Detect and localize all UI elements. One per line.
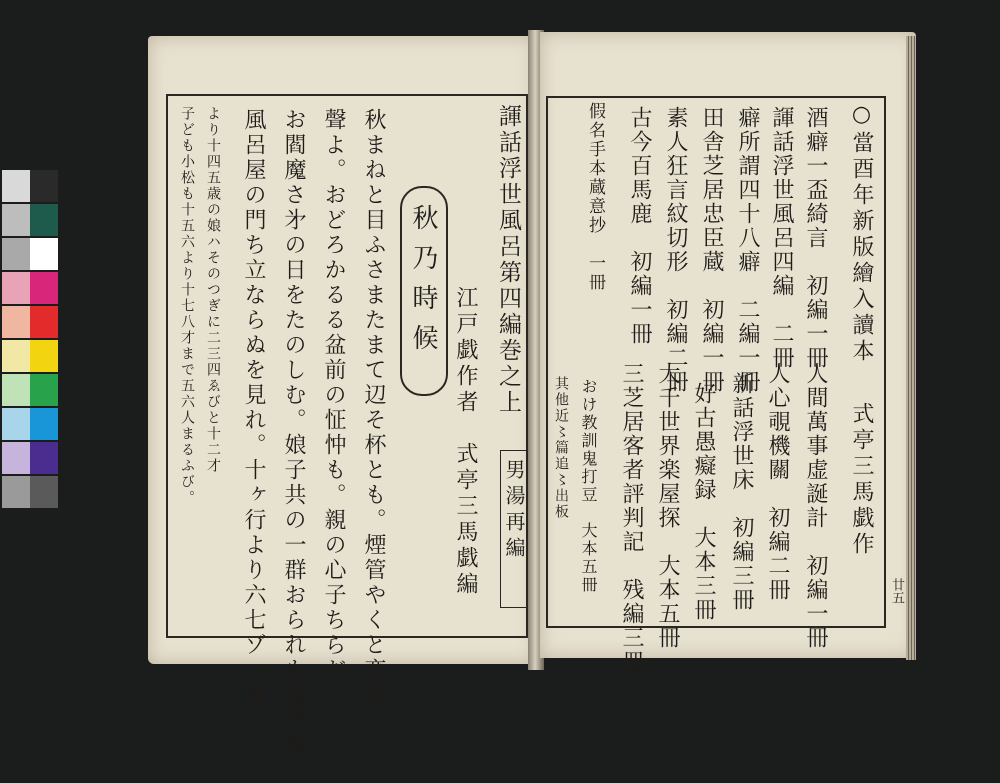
color-calibration-chart	[0, 170, 62, 522]
left-page	[148, 36, 536, 783]
section-title: 秋乃時候	[408, 204, 438, 364]
author-line: 江戸戯作者 式亭三馬戯編	[453, 286, 478, 598]
catalog-header: ○當酉年新版繪入讀本	[849, 102, 874, 365]
catalog-item-3: 癖所謂四十八癖 二編一冊	[735, 106, 760, 394]
body-line-4: 風呂屋の門ち立ならぬを見れ。十ヶ行より六七ゾつまでその	[241, 108, 266, 783]
section-title-cartouche	[400, 186, 448, 396]
catalog-item-4: 田舎芝居忠臣蔵 初編一冊	[699, 106, 724, 394]
catalog-item-12: 大千世界楽屋探 大本五冊	[655, 362, 680, 650]
body-line-2: 聲よ。おどろかるる盆前の怔忡も。親の心子ちらだとて	[321, 108, 346, 733]
catalog-item-14: おけ教訓鬼打豆 大本五冊	[579, 378, 598, 594]
catalog-item-7: 假名手本蔵意抄 一冊	[585, 102, 605, 292]
catalog-note: 其他近〻篇追〻出板	[553, 376, 569, 520]
open-book	[148, 30, 920, 783]
catalog-item-1: 酒癖一盃綺言 初編一冊	[803, 106, 828, 370]
catalog-item-8: 人間萬事虚誕計 初編一冊	[803, 362, 828, 650]
catalog-item-13: 三芝居客者評判記 残編三冊	[619, 362, 644, 674]
catalog-author: 式亭三馬戯作	[849, 402, 874, 558]
catalog-item-2: 諢話浮世風呂四編 二冊	[769, 106, 794, 370]
book-title: 諢話浮世風呂第四編巻之上	[495, 104, 521, 416]
page-edges	[906, 36, 916, 660]
box-label: 男湯再編	[502, 459, 526, 563]
body-line-3: お閻魔さ㐧の日をたのしむ。娘子共の一群おられも浮世飲	[281, 108, 306, 758]
right-page	[540, 32, 916, 674]
catalog-item-11: 好古愚癡録 大本三冊	[691, 382, 716, 622]
body-line-1: 秋まねと目ふさまたまて辺そ杯とも。煙管やくと変る	[361, 108, 386, 708]
catalog-item-6: 古今百馬鹿 初編一冊	[627, 106, 652, 346]
catalog-item-10: 新話浮世床 初編三冊	[729, 372, 754, 612]
body-line-6: 子ども小松も十五六より十七八才まで五六人まるふび。	[179, 106, 195, 506]
catalog-item-9: 人心覗機關 初編二冊	[765, 362, 790, 602]
folio-number: 廿五	[889, 578, 904, 604]
body-line-5: より十四五歳の娘ハそのつぎに二三四ゑびと十二才	[205, 106, 221, 474]
catalog-item-5: 素人狂言紋切形 初編二冊	[663, 106, 688, 394]
